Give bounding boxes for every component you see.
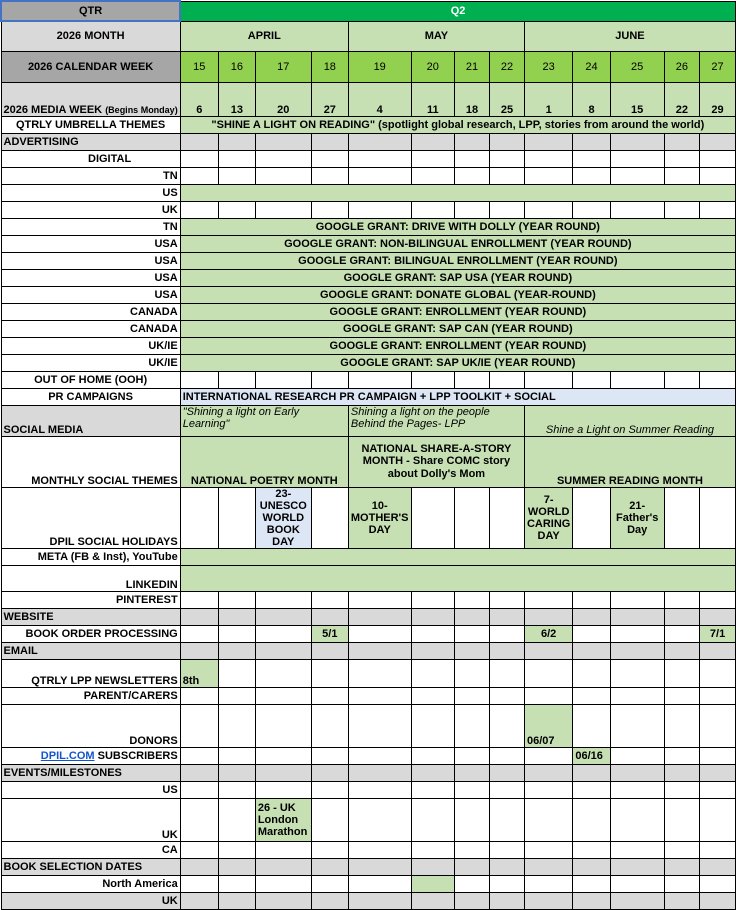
linkedin-bar [180, 565, 735, 591]
subscribers-date: 06/16 [573, 747, 610, 764]
media-week-cell: 29 [700, 82, 736, 116]
calendar-week-cell: 25 [610, 51, 664, 82]
media-week-cell: 22 [664, 82, 699, 116]
monthly-themes-label: MONTHLY SOCIAL THEMES [1, 436, 180, 487]
book-order-label: BOOK ORDER PROCESSING [1, 625, 180, 642]
grant-region: USA [1, 235, 180, 252]
book-order-date: 7/1 [700, 625, 736, 642]
meta-bar [180, 548, 735, 565]
media-week-cell: 25 [489, 82, 524, 116]
book-selection-section: BOOK SELECTION DATES [1, 858, 180, 875]
pr-label: PR CAMPAIGNS [1, 388, 180, 405]
media-week-cell: 6 [180, 82, 218, 116]
us-ad-bar [180, 184, 735, 201]
linkedin-label: LINKEDIN [1, 565, 180, 591]
holiday-world-book-day: 23-UNESCO WORLD BOOK DAY [255, 487, 311, 548]
pr-value: INTERNATIONAL RESEARCH PR CAMPAIGN + LPP TOOLKIT + SOCIAL [180, 388, 735, 405]
media-week-cell: 18 [455, 82, 490, 116]
grant-bar: GOOGLE GRANT: BILINGUAL ENROLLMENT (YEAR ROUND) [180, 252, 735, 269]
newsletter-date: 8th [180, 659, 218, 687]
social-holidays-label: DPIL SOCIAL HOLIDAYS [1, 487, 180, 548]
donors-label: DONORS [1, 704, 180, 747]
grant-bar: GOOGLE GRANT: NON-BILINGUAL ENROLLMENT (YEAR ROUND) [180, 235, 735, 252]
subscribers-text: SUBSCRIBERS [94, 749, 178, 762]
calendar-week-cell: 24 [573, 51, 610, 82]
media-week-note: (Begins Monday) [105, 104, 178, 115]
calendar-week-cell: 19 [348, 51, 411, 82]
grant-region: TN [1, 218, 180, 235]
media-week-cell: 20 [255, 82, 311, 116]
media-week-label [1, 82, 180, 116]
uk-marathon-event: 26 - UK London Marathon [255, 798, 311, 841]
book-order-date: 5/1 [311, 625, 348, 642]
calendar-week-cell: 22 [489, 51, 524, 82]
social-theme-june: Shine a Light on Summer Reading [524, 405, 735, 436]
month-april: APRIL [180, 21, 348, 51]
month-label: 2026 MONTH [1, 21, 180, 51]
media-week-cell: 15 [610, 82, 664, 116]
calendar-week-cell: 16 [218, 51, 255, 82]
calendar-week-label: 2026 CALENDAR WEEK [1, 51, 180, 82]
grant-bar: GOOGLE GRANT: SAP CAN (YEAR ROUND) [180, 320, 735, 337]
dpil-link[interactable]: DPIL.COM [40, 749, 95, 762]
region-tn: TN [1, 167, 180, 184]
grant-bar: GOOGLE GRANT: SAP UK/IE (YEAR ROUND) [180, 354, 735, 371]
themes-label: QTRLY UMBRELLA THEMES [1, 116, 180, 133]
holiday-mothers-day: 10-MOTHER'S DAY [348, 487, 411, 548]
media-week-cell: 27 [311, 82, 348, 116]
ooh-label: OUT OF HOME (OOH) [1, 371, 180, 388]
parents-label: PARENT/CARERS [1, 687, 180, 704]
grant-bar: GOOGLE GRANT: DONATE GLOBAL (YEAR-ROUND) [180, 286, 735, 303]
subscribers-label [1, 747, 180, 764]
grant-bar: GOOGLE GRANT: SAP USA (YEAR ROUND) [180, 269, 735, 286]
monthly-theme-june: SUMMER READING MONTH [524, 436, 735, 487]
grant-region: CANADA [1, 303, 180, 320]
events-section: EVENTS/MILESTONES [1, 764, 180, 781]
qtr-label-cell[interactable]: QTR [1, 1, 180, 21]
north-america-label: North America [1, 875, 180, 892]
website-section: WEBSITE [1, 608, 180, 625]
social-section: SOCIAL MEDIA [1, 405, 180, 436]
calendar-week-cell: 20 [411, 51, 455, 82]
qtr-value: Q2 [180, 1, 735, 21]
grant-region: UK/IE [1, 337, 180, 354]
grant-bar: GOOGLE GRANT: DRIVE WITH DOLLY (YEAR ROUND) [180, 218, 735, 235]
email-section: EMAIL [1, 642, 180, 659]
holiday-world-caring-day: 7-WORLD CARING DAY [524, 487, 572, 548]
events-uk-label: UK [1, 798, 180, 841]
media-week-cell: 8 [573, 82, 610, 116]
book-order-date: 6/2 [524, 625, 572, 642]
media-week-cell: 1 [524, 82, 572, 116]
calendar-week-cell: 27 [700, 51, 736, 82]
media-week-cell: 13 [218, 82, 255, 116]
events-ca-label: CA [1, 841, 180, 858]
grant-region: USA [1, 252, 180, 269]
calendar-week-cell: 15 [180, 51, 218, 82]
grant-region: USA [1, 269, 180, 286]
donors-date: 06/07 [524, 704, 572, 747]
monthly-theme-may: NATIONAL SHARE-A-STORY MONTH - Share COMC story about Dolly's Mom [348, 436, 524, 487]
grant-region: CANADA [1, 320, 180, 337]
events-us-label: US [1, 781, 180, 798]
media-week-cell: 11 [411, 82, 455, 116]
grant-bar: GOOGLE GRANT: ENROLLMENT (YEAR ROUND) [180, 303, 735, 320]
book-selection-uk-label: UK [1, 892, 180, 909]
calendar-week-cell: 18 [311, 51, 348, 82]
digital-label: DIGITAL [1, 150, 180, 167]
north-america-selection [411, 875, 455, 892]
grant-region: USA [1, 286, 180, 303]
month-june: JUNE [524, 21, 735, 51]
month-may: MAY [348, 21, 524, 51]
grant-bar: GOOGLE GRANT: ENROLLMENT (YEAR ROUND) [180, 337, 735, 354]
pinterest-label: PINTEREST [1, 591, 180, 608]
media-week-label-text: 2026 MEDIA WEEK [3, 103, 103, 116]
monthly-theme-april: NATIONAL POETRY MONTH [180, 436, 348, 487]
social-theme-may: Shining a light on the people Behind the Pages- LPP [348, 405, 524, 436]
region-uk: UK [1, 201, 180, 218]
advertising-section: ADVERTISING [1, 133, 180, 150]
themes-value: "SHINE A LIGHT ON READING" (spotlight global research, LPP, stories from around the world) [180, 116, 735, 133]
media-week-cell: 4 [348, 82, 411, 116]
calendar-week-cell: 21 [455, 51, 490, 82]
grant-region: UK/IE [1, 354, 180, 371]
calendar-week-cell: 26 [664, 51, 699, 82]
meta-label: META (FB & Inst), YouTube [1, 548, 180, 565]
holiday-fathers-day: 21-Father's Day [610, 487, 664, 548]
calendar-week-cell: 17 [255, 51, 311, 82]
region-us: US [1, 184, 180, 201]
social-theme-april: "Shining a light on Early Learning" [180, 405, 348, 436]
newsletters-label: QTRLY LPP NEWSLETTERS [1, 659, 180, 687]
calendar-week-cell: 23 [524, 51, 572, 82]
